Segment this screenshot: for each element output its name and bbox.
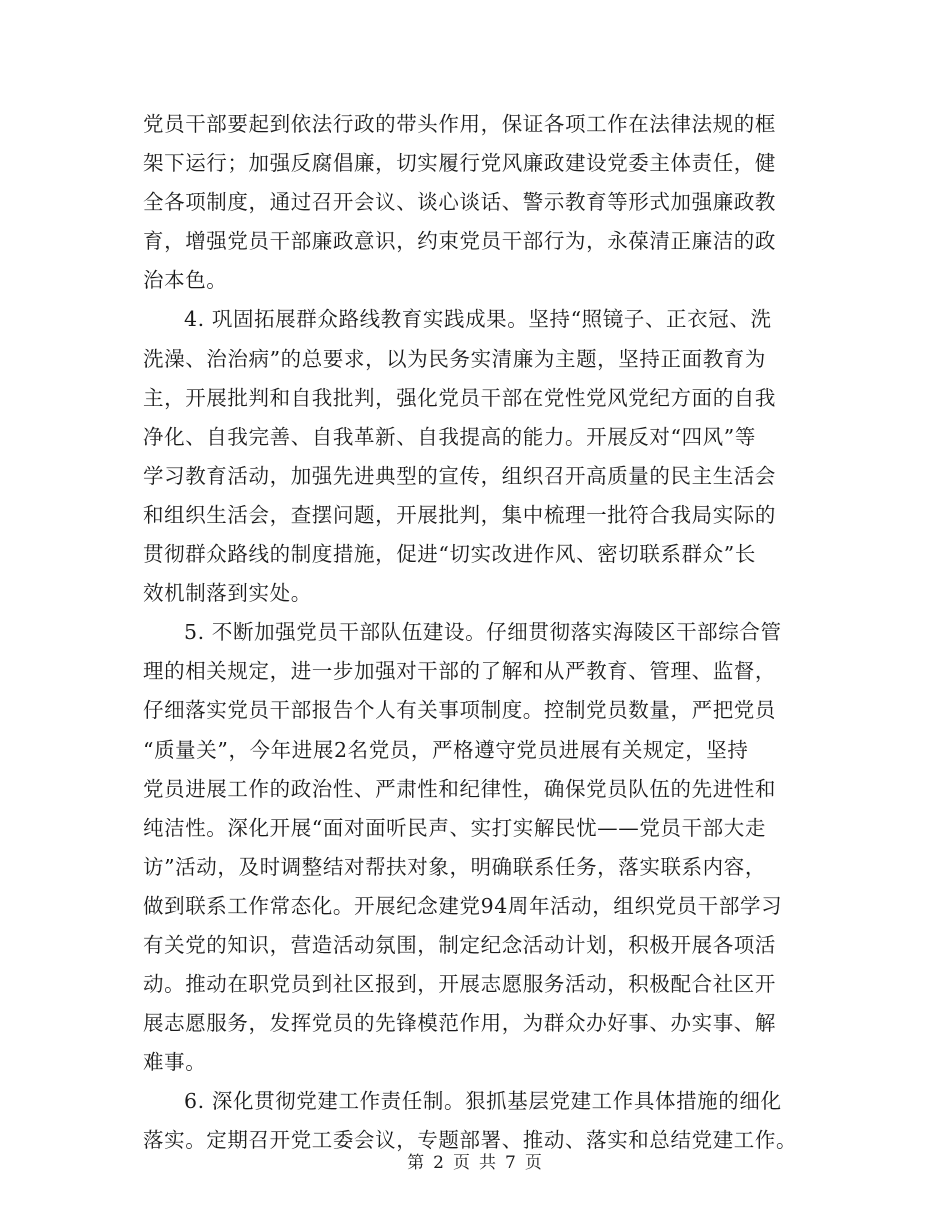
page-number-footer	[0, 1148, 950, 1173]
text-line: 党员干部要起到依法行政的带头作用，保证各项工作在法律法规的框	[143, 112, 776, 136]
text-line: 主，开展批判和自我批判，强化党员干部在党性党风党纪方面的自我	[143, 385, 776, 410]
current-page-number: 2	[433, 1153, 445, 1173]
text-line: 洗澡、治治病”的总要求，以为民务实清廉为主题，坚持正面教育为	[143, 346, 766, 371]
text-line: 6. 深化贯彻党建工作责任制。狠抓基层党建工作具体措施的细化	[184, 1089, 782, 1114]
text-line: 动。推动在职党员到社区报到，开展志愿服务活动，积极配合社区开	[143, 972, 776, 997]
text-line: 仔细落实党员干部报告个人有关事项制度。控制党员数量，严把党员	[143, 698, 776, 723]
text-line: 全各项制度，通过召开会议、谈心谈话、警示教育等形式加强廉政教	[143, 190, 776, 215]
text-line: 做到联系工作常态化。开展纪念建党94周年活动，组织党员干部学习	[143, 893, 783, 918]
text-line: “质量关”，今年进展2名党员，严格遵守党员进展有关规定，坚持	[143, 737, 749, 762]
body-text	[143, 105, 808, 1161]
text-line: 展志愿服务，发挥党员的先锋模范作用，为群众办好事、办实事、解	[143, 1011, 776, 1036]
paragraph-item-4	[143, 300, 808, 613]
total-page-number: 7	[505, 1153, 517, 1173]
text-line: 理的相关规定，进一步加强对干部的了解和从严教育、管理、监督，	[143, 659, 776, 684]
footer-prefix: 第	[407, 1153, 426, 1173]
text-line: 育，增强党员干部廉政意识，约束党员干部行为，永葆清正廉洁的政	[143, 229, 776, 254]
text-line: 访”活动，及时调整结对帮扶对象，明确联系任务，落实联系内容，	[143, 854, 766, 879]
footer-total-word: 共	[479, 1153, 497, 1173]
text-line: 5. 不断加强党员干部队伍建设。仔细贯彻落实海陵区干部综合管	[184, 620, 782, 645]
text-line: 效机制落到实处。	[143, 581, 312, 606]
text-line: 有关党的知识，营造活动氛围，制定纪念活动计划，积极开展各项活	[143, 932, 776, 957]
text-line: 净化、自我完善、自我革新、自我提高的能力。开展反对“四风”等	[143, 424, 756, 449]
text-line: 架下运行；加强反腐倡廉，切实履行党风廉政建设党委主体责任，健	[143, 151, 776, 176]
text-line: 和组织生活会，查摆问题，开展批判，集中梳理一批符合我局实际的	[143, 502, 776, 527]
text-line: 4. 巩固拓展群众路线教育实践成果。坚持“照镜子、正衣冠、洗	[184, 307, 772, 332]
paragraph-continuation	[143, 105, 808, 300]
text-line: 贯彻群众路线的制度措施，促进“切实改进作风、密切联系群众”长	[143, 542, 756, 567]
footer-page-word: 页	[453, 1153, 471, 1173]
paragraph-item-5	[143, 613, 808, 1082]
text-line: 落实。定期召开党工委会议，专题部署、推动、落实和总结党建工作。	[143, 1128, 798, 1153]
text-line: 党员进展工作的政治性、严肃性和纪律性，确保党员队伍的先进性和	[143, 776, 776, 801]
text-line: 纯洁性。深化开展“面对面听民声、实打实解民忧——党员干部大走	[143, 815, 766, 840]
text-line: 学习教育活动，加强先进典型的宣传，组织召开高质量的民主生活会	[143, 463, 776, 488]
footer-suffix: 页	[524, 1153, 543, 1173]
text-line: 难事。	[143, 1050, 207, 1075]
text-line: 治本色。	[143, 268, 228, 293]
